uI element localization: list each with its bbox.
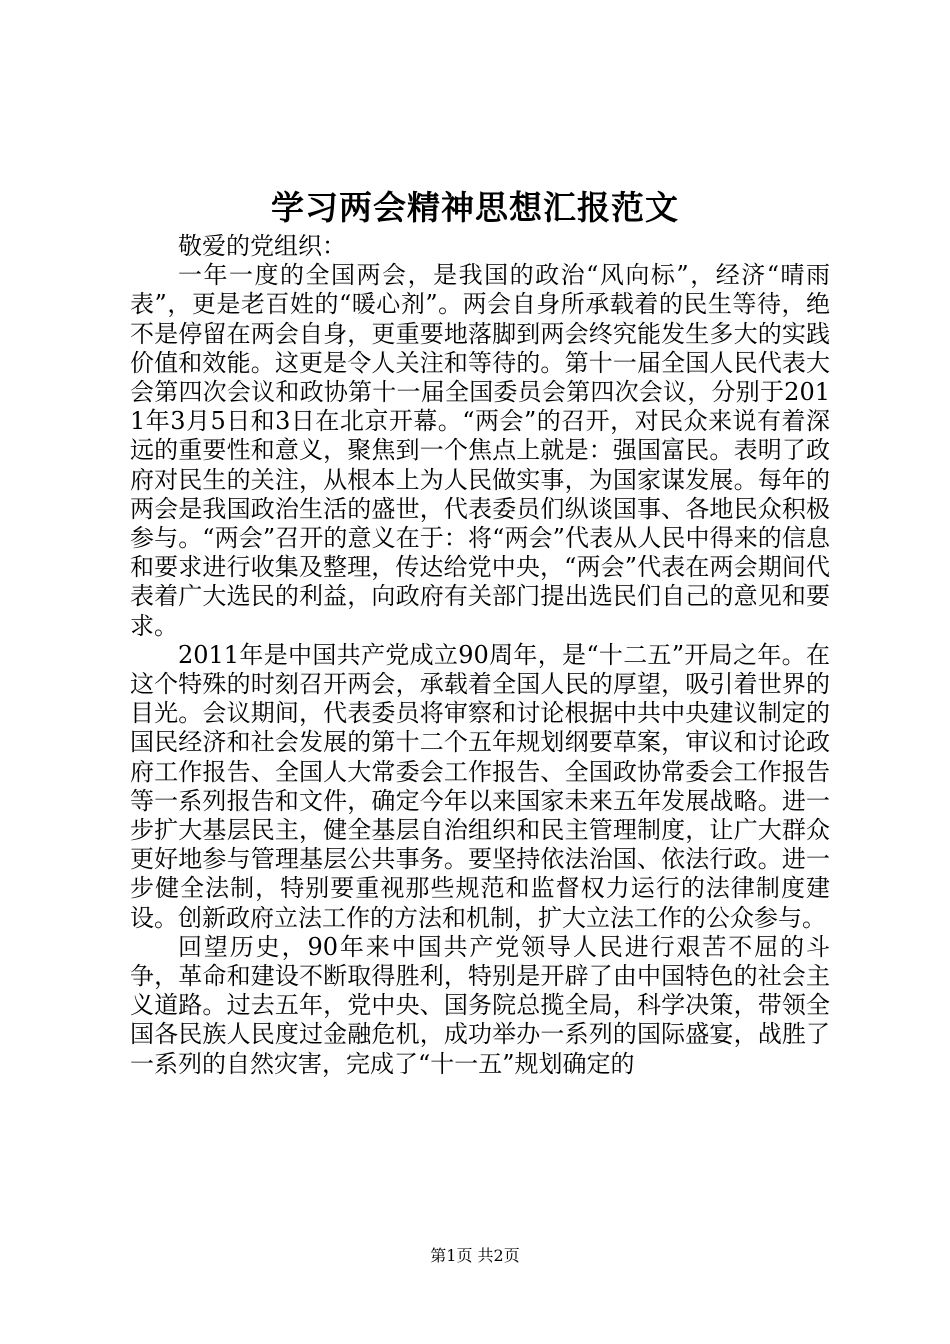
salutation: 敬爱的党组织： <box>178 232 346 260</box>
paragraph-3: 回望历史，90年来中国共产党领导人民进行艰苦不屈的斗争，革命和建设不断取得胜利，特别是开辟了由中国特色的社会主义道路。过去五年，党中央、国务院总揽全局，科学决策，带领全国各民族人民度过金融危机，成功举办一系列的国际盛宴，战胜了一系列的自然灾害，完成了“十一五”规划确定的 <box>130 932 830 1078</box>
paragraph-2: 2011年是中国共产党成立90周年，是“十二五”开局之年。在这个特殊的时刻召开两会，承载着全国人民的厚望，吸引着世界的目光。会议期间，代表委员将审察和讨论根据中共中央建议制定的国民经济和社会发展的第十二个五年规划纲要草案，审议和讨论政府工作报告、全国人大常委会工作报告、全国政协常委会工作报告等一系列报告和文件，确定今年以来国家未来五年发展战略。进一步扩大基层民主，健全基层自治组织和民主管理制度，让广大群众更好地参与管理基层公共事务。要坚持依法治国、依法行政。进一步健全法制，特别要重视那些规范和监督权力运行的法律制度建设。创新政府立法工作的方法和机制，扩大立法工作的公众参与。 <box>130 640 830 932</box>
document-body <box>130 232 830 1079</box>
page-footer: 第1页 共2页 <box>430 1246 520 1265</box>
document-title: 学习两会精神思想汇报范文 <box>271 188 679 227</box>
paragraph-1: 一年一度的全国两会，是我国的政治“风向标”，经济“晴雨表”，更是老百姓的“暖心剂”。两会自身所承载着的民生等待，绝不是停留在两会自身，更重要地落脚到两会终究能发生多大的实践价值和效能。这更是令人关注和等待的。第十一届全国人民代表大会第四次会议和政协第十一届全国委员会第四次会议，分别于2011年3月5日和3日在北京开幕。“两会”的召开，对民众来说有着深远的重要性和意义，聚焦到一个焦点上就是：强国富民。表明了政府对民生的关注，从根本上为人民做实事，为国家谋发展。每年的两会是我国政治生活的盛世，代表委员们纵谈国事、各地民众积极参与。“两会”召开的意义在于：将“两会”代表从人民中得来的信息和要求进行收集及整理，传达给党中央，“两会”代表在两会期间代表着广大选民的利益，向政府有关部门提出选民们自己的意见和要求。 <box>130 261 830 640</box>
